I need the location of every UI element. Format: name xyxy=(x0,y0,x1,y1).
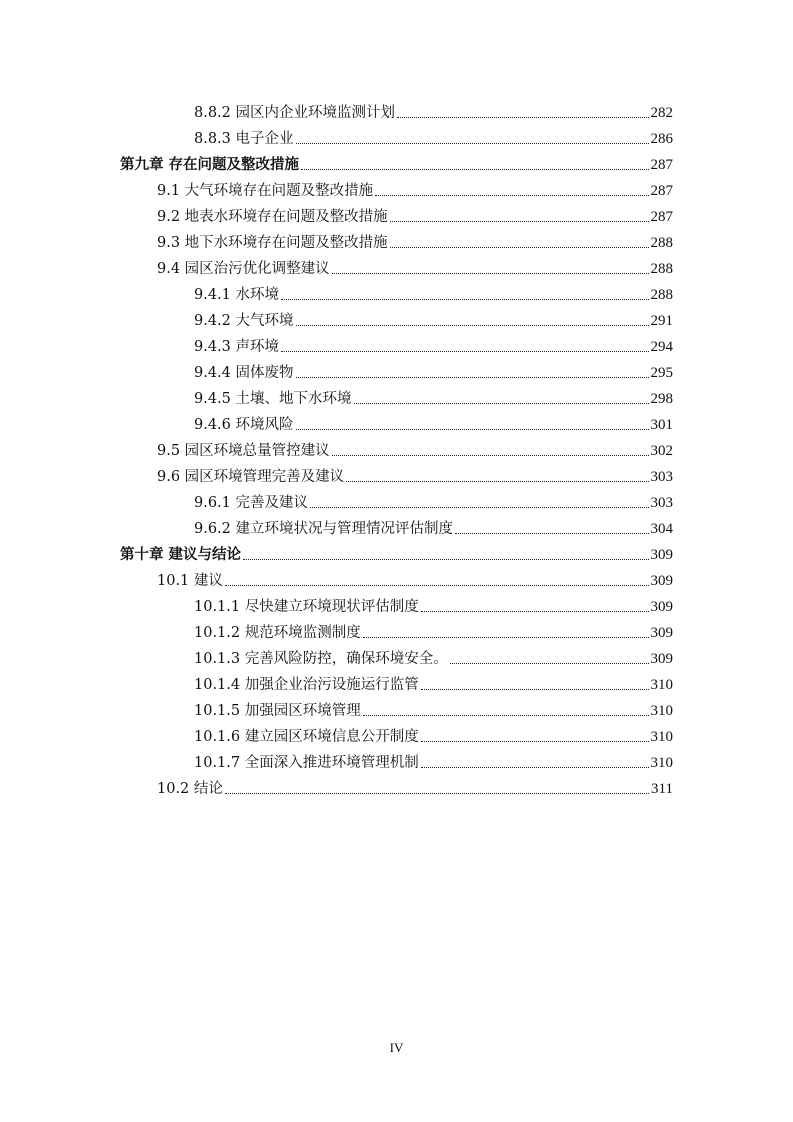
toc-entry-title: 10.1.2 规范环境监测制度 xyxy=(194,625,361,641)
toc-entry-title: 9.6 园区环境管理完善及建议 xyxy=(157,469,345,485)
toc-entry[interactable] xyxy=(194,694,673,720)
toc-entry-title: 10.1.1 尽快建立环境现状评估制度 xyxy=(194,599,419,615)
toc-entry[interactable] xyxy=(194,590,673,616)
toc-entry-page: 294 xyxy=(650,339,673,355)
toc-entry-title: 10.1.5 加强园区环境管理 xyxy=(194,703,361,719)
toc-entry-title: 10.2 结论 xyxy=(157,781,223,797)
dot-leader xyxy=(421,689,649,690)
toc-entry-title: 9.4.3 声环境 xyxy=(194,339,280,355)
dot-leader xyxy=(390,247,649,248)
dot-leader xyxy=(390,221,649,222)
toc-chapter-entry[interactable] xyxy=(120,538,673,564)
toc-entry-page: 309 xyxy=(650,625,673,641)
dot-leader xyxy=(375,195,648,196)
toc-entry[interactable] xyxy=(194,330,673,356)
toc-entry-title: 9.4.1 水环境 xyxy=(194,287,280,303)
toc-entry-title: 第九章 存在问题及整改措施 xyxy=(120,156,300,173)
toc-entry-page: 309 xyxy=(650,599,673,615)
dot-leader xyxy=(296,429,649,430)
toc-entry[interactable] xyxy=(194,486,673,512)
toc-entry-title: 9.2 地表水环境存在问题及整改措施 xyxy=(157,209,388,225)
toc-entry[interactable] xyxy=(157,564,673,590)
toc-entry[interactable] xyxy=(157,174,673,200)
dot-leader xyxy=(363,637,649,638)
toc-entry-page: 288 xyxy=(650,287,673,303)
toc-entry[interactable] xyxy=(157,460,673,486)
dot-leader xyxy=(421,611,649,612)
toc-entry-page: 291 xyxy=(650,313,673,329)
dot-leader xyxy=(354,403,649,404)
toc-entry-title: 9.4.6 环境风险 xyxy=(194,417,294,433)
toc-entry-page: 303 xyxy=(650,495,673,511)
dot-leader xyxy=(296,325,649,326)
toc-entry-title: 10.1.4 加强企业治污设施运行监管 xyxy=(194,677,419,693)
toc-entry-title: 10.1.3 完善风险防控，确保环境安全。 xyxy=(194,651,448,667)
toc-entry[interactable] xyxy=(194,642,673,668)
toc-entry-title: 9.4.2 大气环境 xyxy=(194,313,294,329)
toc-entry-page: 311 xyxy=(651,781,673,797)
toc-entry-title: 10.1.7 全面深入推进环境管理机制 xyxy=(194,755,419,771)
toc-entry[interactable] xyxy=(157,772,673,798)
dot-leader xyxy=(243,559,648,560)
toc-entry-page: 295 xyxy=(650,365,673,381)
toc-entry[interactable] xyxy=(157,200,673,226)
toc-entry[interactable] xyxy=(194,746,673,772)
toc-entry-title: 10.1.6 建立园区环境信息公开制度 xyxy=(194,729,419,745)
dot-leader xyxy=(296,143,649,144)
toc-entry-page: 298 xyxy=(650,391,673,407)
toc-entry-page: 304 xyxy=(650,521,673,537)
toc-entry[interactable] xyxy=(194,720,673,746)
toc-entry[interactable] xyxy=(157,226,673,252)
toc-entry[interactable] xyxy=(194,122,673,148)
toc-entry[interactable] xyxy=(194,512,673,538)
dot-leader xyxy=(301,169,648,170)
toc-entry[interactable] xyxy=(194,668,673,694)
dot-leader xyxy=(281,299,648,300)
dot-leader xyxy=(310,507,648,508)
toc-entry[interactable] xyxy=(157,434,673,460)
dot-leader xyxy=(296,377,649,378)
toc-entry-page: 310 xyxy=(650,755,673,771)
page-number: IV xyxy=(389,1040,404,1055)
toc-entry-page: 286 xyxy=(650,131,673,147)
toc-entry[interactable] xyxy=(194,408,673,434)
toc-entry[interactable] xyxy=(157,252,673,278)
toc-entry-page: 288 xyxy=(650,235,673,251)
dot-leader xyxy=(332,273,649,274)
toc-entry-page: 309 xyxy=(650,573,673,589)
toc-entry-title: 8.8.2 园区内企业环境监测计划 xyxy=(194,105,396,121)
toc-entry-title: 9.6.2 建立环境状况与管理情况评估制度 xyxy=(194,521,454,537)
dot-leader xyxy=(421,741,649,742)
toc-entry-page: 288 xyxy=(650,261,673,277)
dot-leader xyxy=(397,117,648,118)
toc-entry-title: 9.1 大气环境存在问题及整改措施 xyxy=(157,183,374,199)
toc-entry-title: 9.4.4 固体废物 xyxy=(194,365,294,381)
dot-leader xyxy=(450,663,649,664)
toc-entry-title: 9.5 园区环境总量管控建议 xyxy=(157,443,330,459)
toc-entry-page: 310 xyxy=(650,729,673,745)
toc-entry[interactable] xyxy=(194,616,673,642)
toc-entry-page: 287 xyxy=(650,183,673,199)
toc-chapter-entry[interactable] xyxy=(120,148,673,174)
toc-entry-page: 302 xyxy=(650,443,673,459)
toc-entry-title: 第十章 建议与结论 xyxy=(120,546,242,563)
dot-leader xyxy=(346,481,648,482)
dot-leader xyxy=(225,793,649,794)
toc-entry[interactable] xyxy=(194,304,673,330)
dot-leader xyxy=(225,585,649,586)
dot-leader xyxy=(281,351,648,352)
toc-entry-page: 303 xyxy=(650,469,673,485)
toc-entry-page: 287 xyxy=(650,157,673,173)
toc-entry[interactable] xyxy=(194,382,673,408)
toc-entry-page: 309 xyxy=(650,651,673,667)
toc-entry-page: 301 xyxy=(650,417,673,433)
dot-leader xyxy=(455,533,648,534)
toc-entry-title: 9.4 园区治污优化调整建议 xyxy=(157,261,330,277)
toc-entry-page: 282 xyxy=(650,105,673,121)
toc-entry[interactable] xyxy=(194,96,673,122)
toc-entry-title: 10.1 建议 xyxy=(157,573,223,589)
toc-entry-page: 310 xyxy=(650,677,673,693)
toc-entry-title: 8.8.3 电子企业 xyxy=(194,131,294,147)
dot-leader xyxy=(363,715,649,716)
toc-entry-page: 310 xyxy=(650,703,673,719)
dot-leader xyxy=(332,455,649,456)
toc-entry-title: 9.6.1 完善及建议 xyxy=(194,495,309,511)
toc-entry-title: 9.4.5 土壤、地下水环境 xyxy=(194,391,352,407)
toc-entry[interactable] xyxy=(194,356,673,382)
toc-entry-page: 309 xyxy=(650,547,673,563)
toc-entry-page: 287 xyxy=(650,209,673,225)
toc-entry-title: 9.3 地下水环境存在问题及整改措施 xyxy=(157,235,388,251)
toc-entry[interactable] xyxy=(194,278,673,304)
dot-leader xyxy=(421,767,649,768)
